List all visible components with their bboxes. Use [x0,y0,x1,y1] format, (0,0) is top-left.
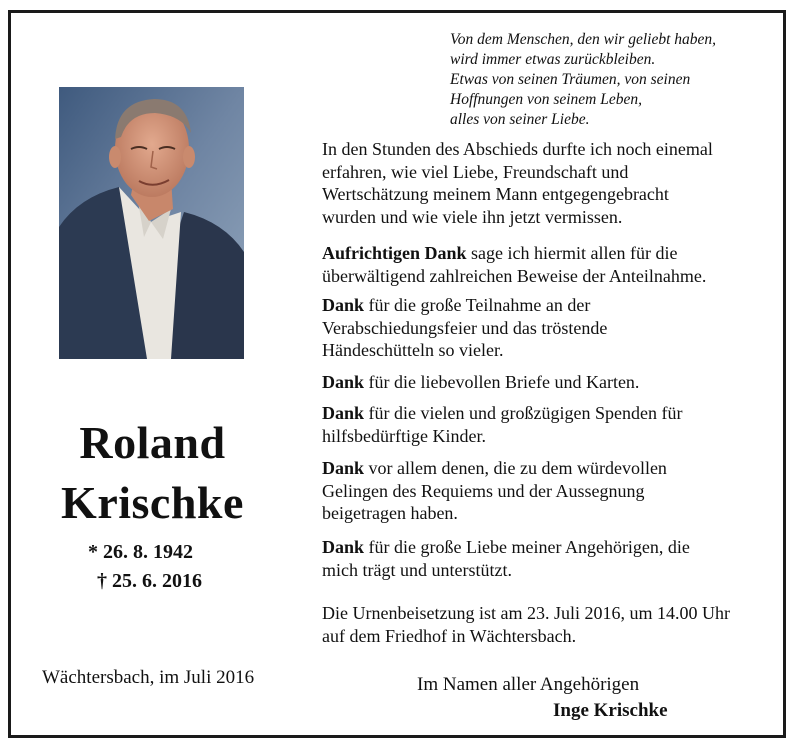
thanks-paragraph [322,402,682,447]
death-date: † 25. 6. 2016 [97,570,202,592]
deceased-first-name: Roland [79,417,226,468]
thanks-keyword: Aufrichtigen Dank [322,243,467,263]
intro-line: wurden und wie viele ihn jetzt vermissen. [322,206,623,227]
verse-line: Von dem Menschen, den wir geliebt haben, [450,31,717,48]
birth-date: * 26. 8. 1942 [88,541,193,563]
thanks-text: Verabschiedungsfeier und das tröstende [322,317,608,338]
thanks-keyword: Dank [322,537,365,557]
thanks-paragraph [322,371,639,394]
thanks-text: für die große Teilnahme an der [364,295,591,315]
thanks-text: hilfsbedürftige Kinder. [322,425,486,446]
thanks-text: für die vielen und großzügigen Spenden für [364,403,683,423]
thanks-paragraph [322,536,690,581]
portrait-photo [59,87,244,359]
signature-line: Im Namen aller Angehörigen [417,674,640,695]
verse-line: Hoffnungen von seinem Leben, [450,91,642,108]
verse-line: Etwas von seinen Träumen, von seinen [450,71,691,88]
thanks-text: vor allem denen, die zu dem würdevollen [364,458,667,478]
thanks-text: Gelingen des Requiems und der Aussegnung [322,480,645,501]
burial-paragraph [322,602,730,647]
thanks-keyword: Dank [322,372,365,392]
intro-line: erfahren, wie viel Liebe, Freundschaft und [322,161,629,182]
thanks-keyword: Dank [322,458,365,478]
verse-line: alles von seiner Liebe. [450,111,590,128]
thanks-keyword: Dank [322,403,365,423]
signature-name: Inge Krischke [553,700,668,721]
intro-line: In den Stunden des Abschieds durfte ich noch einemal [322,139,713,159]
thanks-text: überwältigend zahlreichen Beweise der Anteilnahme. [322,265,707,286]
thanks-text: sage ich hiermit allen für die [466,243,678,263]
thanks-text: Händeschütteln so vieler. [322,340,504,360]
burial-line: auf dem Friedhof in Wächtersbach. [322,625,577,646]
thanks-text: für die große Liebe meiner Angehörigen, die [364,537,690,557]
intro-paragraph [322,138,713,228]
thanks-paragraph [322,294,607,362]
thanks-text: mich trägt und unterstützt. [322,559,512,580]
intro-line: Wertschätzung meinem Mann entgegengebracht [322,184,669,204]
thanks-text: für die liebevollen Briefe und Karten. [364,372,640,392]
thanks-text: beigetragen haben. [322,503,458,523]
deceased-last-name: Krischke [61,477,244,528]
place-and-date: Wächtersbach, im Juli 2016 [42,667,255,688]
verse-line: wird immer etwas zurückbleiben. [450,51,656,68]
thanks-paragraph [322,242,706,287]
burial-line: Die Urnenbeisetzung ist am 23. Juli 2016, um 14.00 Uhr [322,603,730,623]
memorial-verse [450,30,716,130]
thanks-keyword: Dank [322,295,365,315]
thanks-paragraph [322,457,667,525]
